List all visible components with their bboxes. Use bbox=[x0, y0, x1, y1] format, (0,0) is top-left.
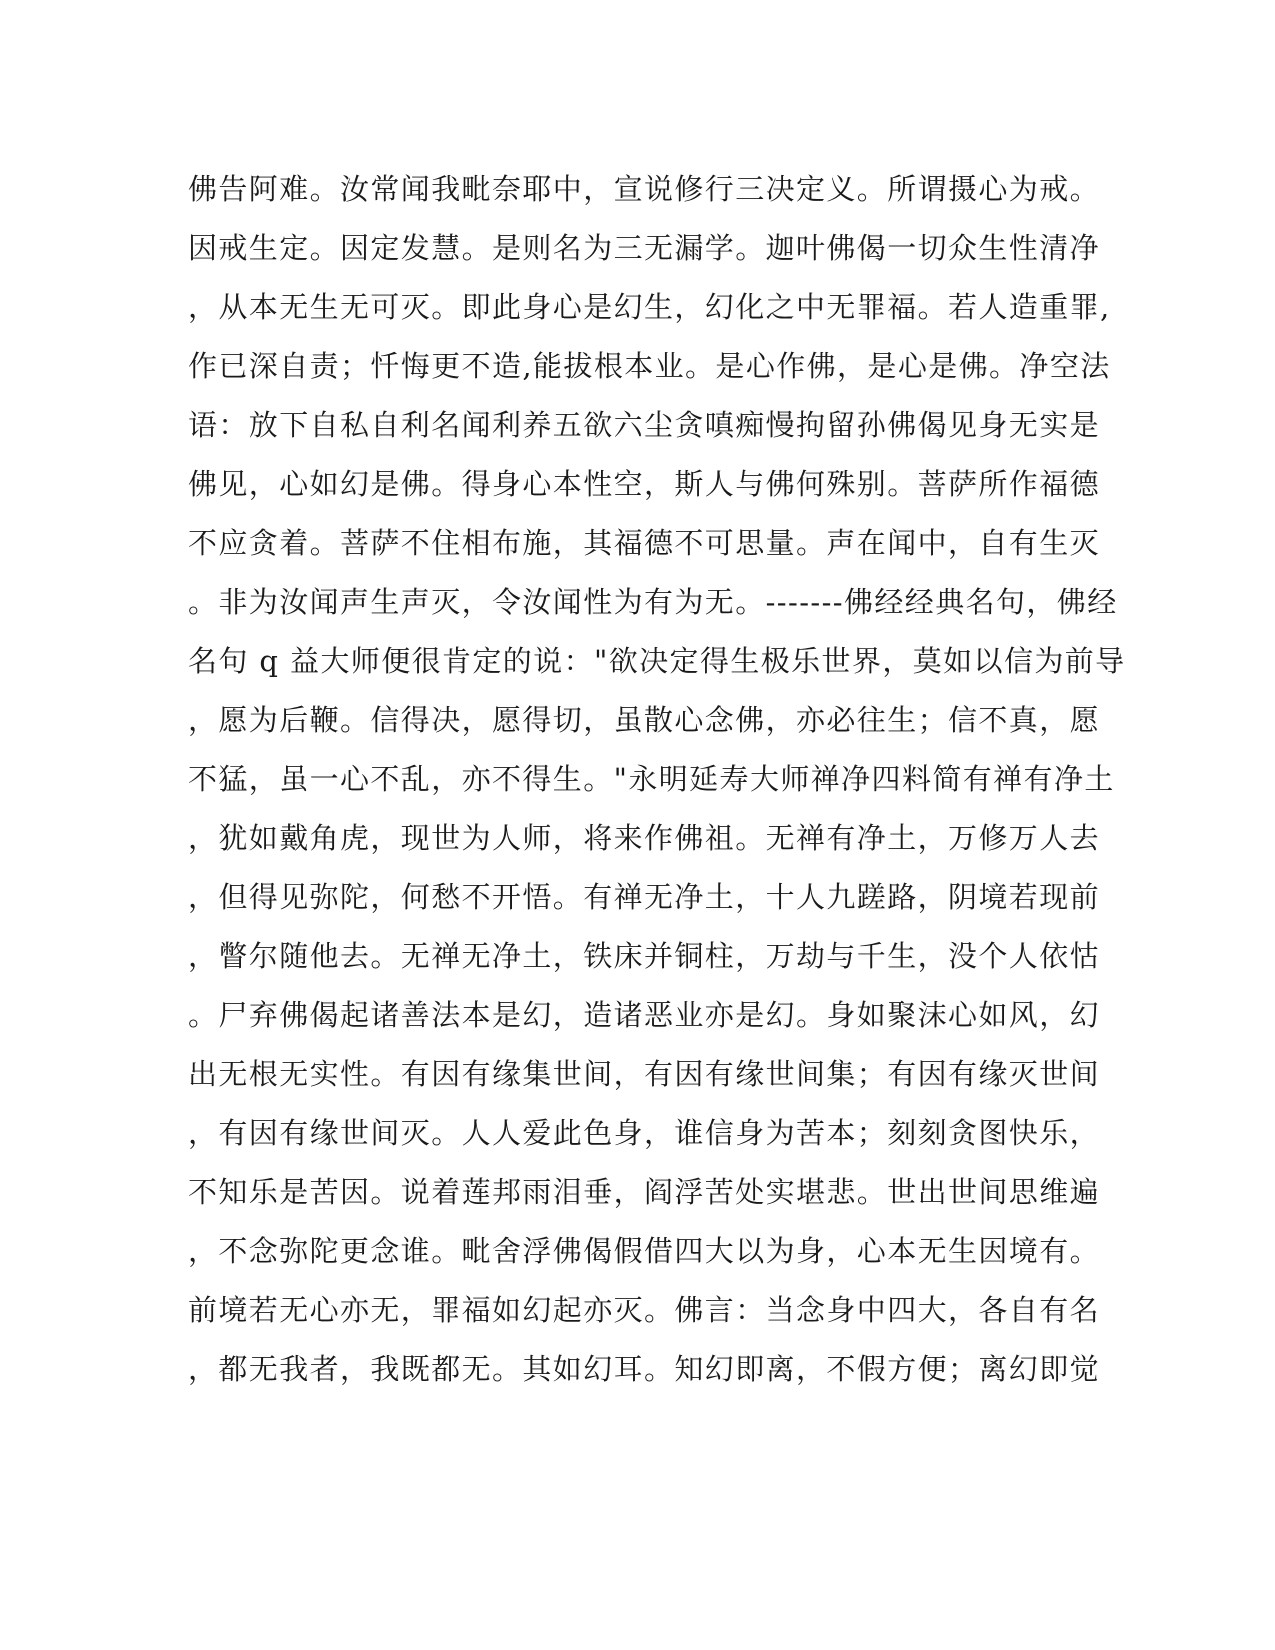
text-line: 出无根无实性。有因有缘集世间，有因有缘世间集；有因有缘灭世间 bbox=[188, 1057, 1101, 1091]
text-line: 不猛，虽一心不乱，亦不得生。"永明延寿大师禅净四料简有禅有净土 bbox=[188, 762, 1115, 796]
text-line: ，瞥尔随他去。无禅无净土，铁床并铜柱，万劫与千生，没个人依怙 bbox=[188, 939, 1101, 973]
text-line: 不知乐是苦因。说着莲邦雨泪垂，阎浮苦处实堪悲。世出世间思维遍 bbox=[188, 1175, 1101, 1209]
text-line: 作已深自责；忏悔更不造,能拔根本业。是心作佛，是心是佛。净空法 bbox=[188, 349, 1111, 383]
text-line: 佛见，心如幻是佛。得身心本性空，斯人与佛何殊别。菩萨所作福德 bbox=[188, 467, 1101, 501]
text-line: 语：放下自私自利名闻利养五欲六尘贪嗔痴慢拘留孙佛偈见身无实是 bbox=[188, 408, 1101, 442]
text-line: ，但得见弥陀，何愁不开悟。有禅无净土，十人九蹉路，阴境若现前 bbox=[188, 880, 1101, 914]
text-line: 前境若无心亦无，罪福如幻起亦灭。佛言：当念身中四大，各自有名 bbox=[188, 1293, 1101, 1327]
text-line: 。尸弃佛偈起诸善法本是幻，造诸恶业亦是幻。身如聚沫心如风，幻 bbox=[188, 998, 1101, 1032]
text-line: ，从本无生无可灭。即此身心是幻生，幻化之中无罪福。若人造重罪, bbox=[188, 290, 1111, 324]
text-line: 不应贪着。菩萨不住相布施，其福德不可思量。声在闻中，自有生灭 bbox=[188, 526, 1101, 560]
text-line: 因戒生定。因定发慧。是则名为三无漏学。迦叶佛偈一切众生性清净 bbox=[188, 231, 1101, 265]
text-line: ，不念弥陀更念谁。毗舍浮佛偈假借四大以为身，心本无生因境有。 bbox=[188, 1234, 1101, 1268]
text-line: 名句 q 益大师便很肯定的说："欲决定得生极乐世界，莫如以信为前导 bbox=[188, 644, 1126, 678]
body-text bbox=[188, 160, 1126, 1399]
text-line: ，有因有缘世间灭。人人爱此色身，谁信身为苦本；刻刻贪图快乐， bbox=[188, 1116, 1101, 1150]
text-line: 。非为汝闻声生声灭，令汝闻性为有为无。-------佛经经典名句，佛经 bbox=[188, 585, 1118, 619]
text-line: 佛告阿难。汝常闻我毗奈耶中，宣说修行三决定义。所谓摄心为戒。 bbox=[188, 172, 1101, 206]
text-line: ，都无我者，我既都无。其如幻耳。知幻即离，不假方便；离幻即觉 bbox=[188, 1352, 1101, 1386]
text-line: ，犹如戴角虎，现世为人师，将来作佛祖。无禅有净土，万修万人去 bbox=[188, 821, 1101, 855]
text-line: ，愿为后鞭。信得决，愿得切，虽散心念佛，亦必往生；信不真，愿 bbox=[188, 703, 1101, 737]
